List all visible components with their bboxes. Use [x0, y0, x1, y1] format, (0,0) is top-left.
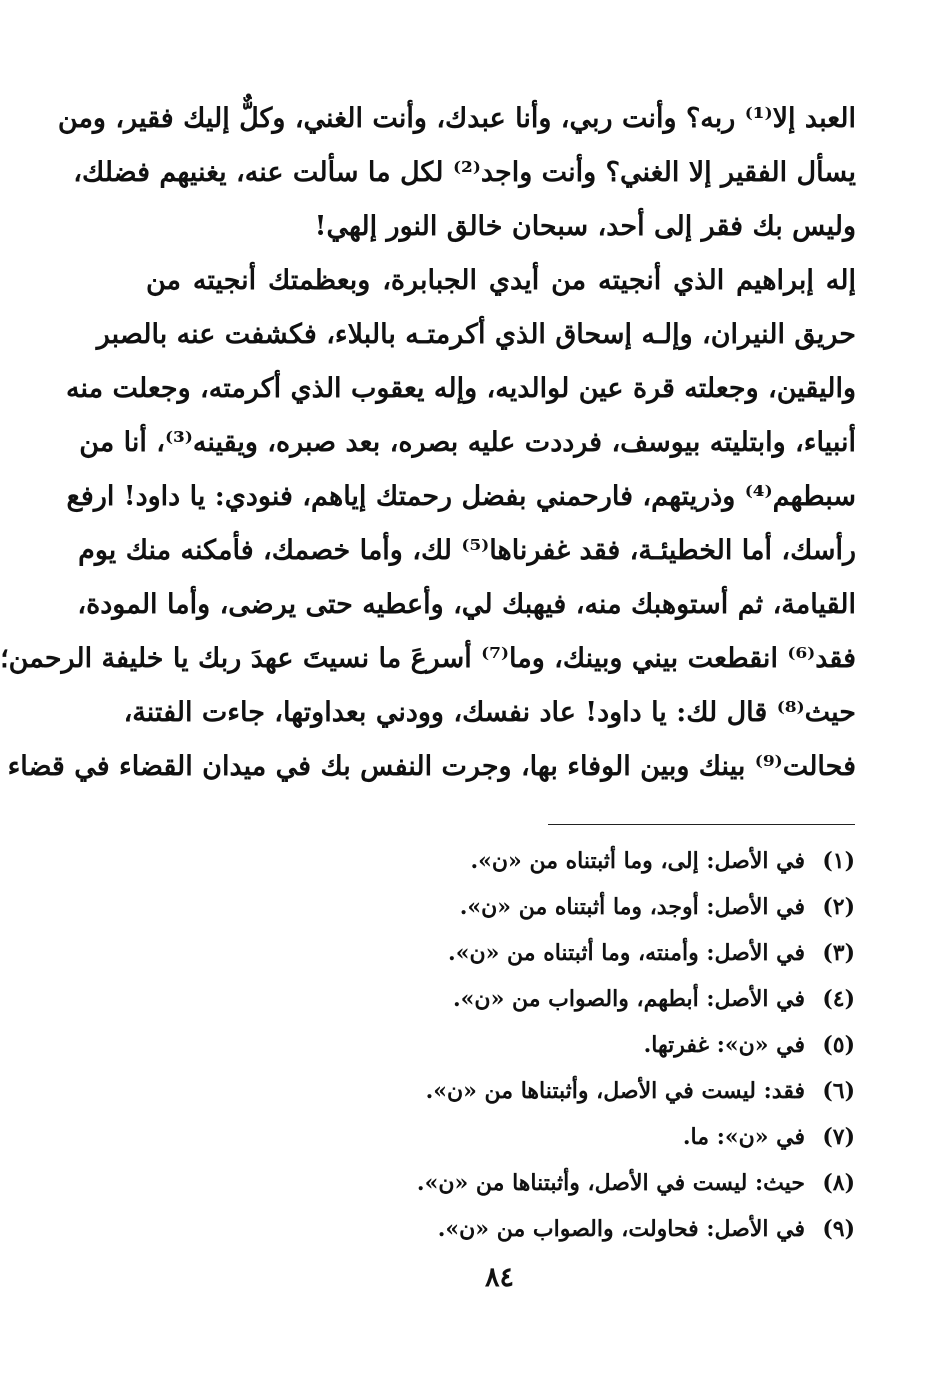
footnote-number: (٨) [822, 1170, 855, 1196]
footnotes [335, 838, 855, 1252]
text-line: سبطهم⁽⁴⁾ وذريتهم، فارحمني بفضل رحمتك إياهم، فنودي: يا داود! ارفع [66, 481, 856, 512]
footnote [335, 1160, 855, 1206]
text-line: واليقين، وجعلته قرة عين لوالديه، وإله يعقوب الذي أكرمته، وجعلت منه [65, 373, 856, 404]
footnote [335, 1206, 855, 1252]
footnote-number: (٤) [822, 986, 855, 1012]
footnote-text: في الأصل: أوجد، وما أثبتناه من «ن». [459, 894, 805, 920]
footnote [335, 930, 855, 976]
footnote-text: في «ن»: ما. [682, 1124, 805, 1150]
footnote-number: (٣) [822, 940, 855, 966]
footnote-text: في الأصل: أبطهم، والصواب من «ن». [453, 986, 805, 1012]
text-line: القيامة، ثم أستوهبك منه، فيهبك لي، وأعطيه حتى يرضى، وأما المودة، [77, 589, 856, 620]
page-number: ٨٤ [484, 1262, 514, 1293]
footnote-separator [548, 824, 855, 825]
footnote-number: (٢) [822, 894, 855, 920]
footnote [335, 1114, 855, 1160]
text-line: أنبياء، وابتليته بيوسف، فرددت عليه بصره، بعد صبره، ويقينه⁽³⁾، أنا من [79, 427, 856, 458]
text-line: يسأل الفقير إلا الغني؟ وأنت واجد⁽²⁾ لكل ما سألت عنه، يغنيهم فضلك، [73, 157, 856, 188]
footnote-text: في الأصل: فحاولت، والصواب من «ن». [437, 1216, 805, 1242]
text-line: فقد⁽⁶⁾ انقطعت بيني وبينك، وما⁽⁷⁾ أسرعَ ما نسيتَ عهدَ ربك يا خليفة الرحمن؛ [0, 643, 856, 674]
footnote-number: (٦) [822, 1078, 855, 1104]
text-line: إله إبراهيم الذي أنجيته من أيدي الجبابرة، وبعظمتك أنجيته من [146, 265, 856, 296]
footnote-text: في الأصل: وأمنته، وما أثبتناه من «ن». [448, 940, 805, 966]
footnote-number: (٩) [822, 1216, 855, 1242]
text-line: رأسك، أما الخطيئـة، فقد غفرناها⁽⁵⁾ لك، وأما خصمك، فأمكنه منك يوم [78, 535, 856, 566]
footnote-number: (٥) [822, 1032, 855, 1058]
footnote [335, 838, 855, 884]
footnote-text: حيث: ليست في الأصل، وأثبتناها من «ن». [416, 1170, 805, 1196]
footnote [335, 884, 855, 930]
text-line: حيث⁽⁸⁾ قال لك: يا داود! عاد نفسك، وودني بعداوتها، جاءت الفتنة، [123, 697, 856, 728]
text-line: وليس بك فقر إلى أحد، سبحان خالق النور إلهي! [314, 211, 856, 242]
footnote [335, 976, 855, 1022]
footnote-text: فقد: ليست في الأصل، وأثبتناها من «ن». [425, 1078, 805, 1104]
text-line: العبد إلا⁽¹⁾ ربه؟ وأنت ربي، وأنا عبدك، وأنت الغني، وكلٌّ إليك فقير، ومن [57, 103, 856, 134]
main-text [0, 92, 856, 794]
footnote-text: في الأصل: إلى، وما أثبتناه من «ن». [470, 848, 805, 874]
text-line: فحالت⁽⁹⁾ بينك وبين الوفاء بها، وجرت النفس بك في ميدان القضاء في قضاء [7, 751, 856, 782]
footnote [335, 1068, 855, 1114]
footnote-number: (٧) [822, 1124, 855, 1150]
footnote-number: (١) [822, 848, 855, 874]
footnote-text: في «ن»: غفرتها. [643, 1032, 805, 1058]
text-line: حريق النيران، وإلـه إسحاق الذي أكرمتـه بالبلاء، فكشفت عنه بالصبر [96, 319, 856, 350]
footnote [335, 1022, 855, 1068]
